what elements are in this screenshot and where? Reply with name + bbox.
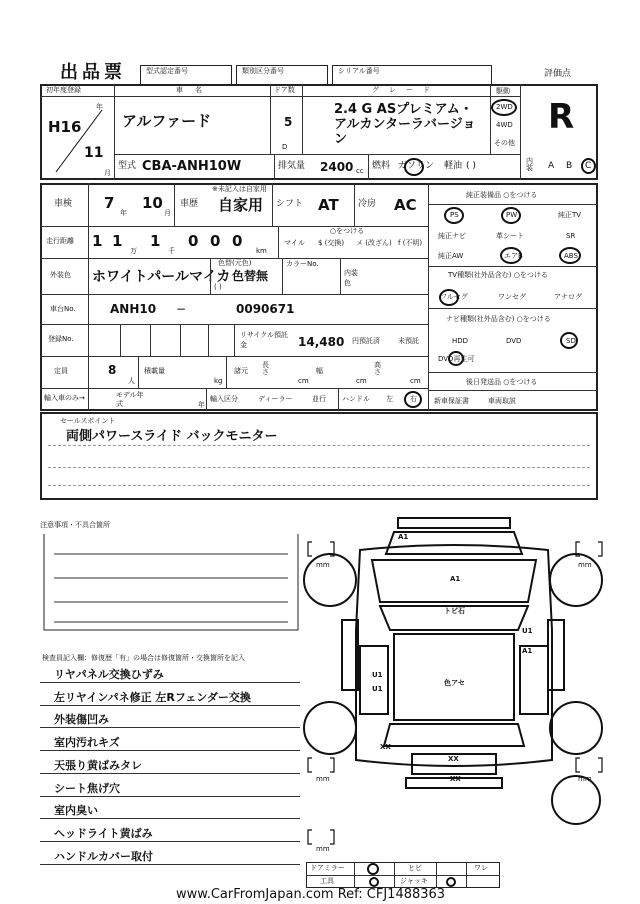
inspection-month-unit: 月 [164,209,171,217]
genuine-header: 純正装備品 ○をつける [466,191,538,199]
meter-exchange: $ (交換) [318,239,345,247]
drive-label: 駆動 [496,87,510,95]
fuel-label: 燃料 [372,161,391,171]
note-underline [40,682,300,683]
navi-dvd: DVD [506,337,522,345]
mm-label: mm [316,845,330,853]
km-unit: km [256,247,267,255]
mile-label: マイル [284,239,305,247]
car-name: アルファード [122,112,212,130]
meter-tamper: メ (改ざん) [356,239,392,247]
damage-mark: XX [448,755,459,763]
doors-label: ドア数 [274,86,295,94]
car-name-label: 車名 [176,86,214,94]
length-label: 長さ [262,361,269,376]
damage-mark: U1 [372,671,383,679]
note-underline [40,750,300,751]
drive-2wd-circle [491,99,517,116]
note-underline [40,705,300,706]
mm-label: mm [578,775,592,783]
watermark: www.CarFromJapan.com Ref: CFJ1488363 [176,887,446,902]
dvd-circle [448,351,464,366]
legend-tools: 工具 [320,877,334,885]
inspection-year: 7 [104,194,115,212]
date-slash [44,100,114,178]
damage-mark: U1 [372,685,383,693]
note-item: リヤパネル交換ひずみ [54,668,164,681]
note-item: ハンドルカバー取付 [54,849,153,863]
fuel-value: ガソリン [398,161,435,171]
meter-unknown: f (不明) [398,239,423,247]
damage-mark: XX [380,743,391,751]
handle-left: 左 [386,395,393,403]
legend-jack: ジャッキ [400,877,428,885]
displacement-label: 排気量 [278,161,306,171]
category-label: 類別区分番号 [242,67,284,75]
legend-door-mirror: ドアミラー [310,864,345,872]
usage-value: 自家用 [218,196,264,214]
interior-c: C [585,161,592,171]
ps-circle [444,207,464,224]
load-label: 積載量 [144,367,165,375]
genuine-tv: 純正TV [558,211,582,219]
note-underline [40,818,300,819]
man-unit: 万 [130,247,137,255]
damage-mark: XX [450,775,461,783]
serial-label: シリアル番号 [338,67,380,75]
import-type-label: 輸入区分 [210,395,238,403]
grade-value: 2.4 G ASプレミアム・アルカンターラバージョン [334,102,476,147]
width-unit: cm [356,377,367,385]
handle-label: ハンドル [342,395,370,403]
handle-right-circle [404,391,422,408]
interior-a: A [548,161,555,171]
ac-label: 冷房 [358,199,377,209]
handle-right: 右 [410,395,417,403]
inspection-year-unit: 年 [120,209,127,217]
navi-header: ナビ種類(社外品含む) ○をつける [446,315,551,323]
color-label: 外装色 [50,271,71,279]
damage-mark: A1 [398,533,409,541]
length-unit: cm [298,377,309,385]
note-item: 室内臭い [54,804,98,818]
drive-4wd: 4WD [496,121,513,129]
aftermarket-manual: 車両取説 [488,397,516,405]
year-unit: 年 [96,103,103,111]
inspection-label: 車検 [54,199,73,209]
note-underline [40,841,300,842]
usage-label: 車歴 [180,199,199,209]
genuine-leather: 革シート [496,232,524,240]
damage-mark: U1 [522,627,533,635]
import-dealer: ディーラー [258,395,293,403]
doors-unit: D [282,143,288,151]
fuel-paren: ( ) [466,161,476,171]
note-item: ヘッドライト黄ばみ [54,826,153,840]
displacement-unit: cc [356,167,364,175]
drive-other: その他 [494,139,515,147]
mm-label: mm [316,561,330,569]
tv-fullseg: フルセグ [440,293,468,301]
ac-value: AC [394,196,417,214]
displacement-value: 2400 [320,160,354,174]
repaint-label: 色替(元色) [218,259,252,267]
note-underline [40,796,300,797]
mileage-label: 走行距離 [46,237,74,245]
drive-2wd: 2WD [496,103,513,111]
load-unit: kg [214,377,223,385]
genuine-abs: ABS [564,252,578,260]
jack-check [446,877,456,887]
first-reg-label: 初年度登録 [46,86,81,94]
light-oil-label: 軽油 [444,161,463,171]
repaint-paren: ( ) [214,283,222,291]
note-item: 外装傷凹み [54,713,109,727]
tv-oneseg: ワンセグ [498,293,526,301]
chassis-label: 車台No. [50,305,76,313]
capacity-unit: 人 [128,377,135,385]
chassis-no: 0090671 [236,302,295,316]
repaint-value: 色替無 [232,269,269,283]
grade-header: グレード [372,86,440,94]
registration-label: 登録No. [48,335,74,343]
import-label: 輸入車のみ→ [44,394,85,402]
mileage-digit: 1 [150,232,161,250]
tools-check [369,877,379,887]
inspection-month: 10 [142,194,163,212]
aftermarket-warranty: 新車保証書 [434,397,469,405]
usage-note: ※未記入は自家用 [212,185,267,193]
first-reg-era: H16 [48,118,82,136]
mirror-check [367,863,379,875]
capacity-label: 定員 [54,367,68,375]
width-label: 幅 [316,367,323,375]
mm-label: mm [578,561,592,569]
doors-value: 5 [284,115,293,129]
note-item: 左リヤインパネ修正 左Rフェンダー交換 [54,690,251,704]
note-item: 天張り黄ばみタレ [54,758,142,772]
color-value: ホワイトパールマイカ [92,269,231,285]
model-cert-label: 型式認定番号 [146,67,188,75]
mileage-digit: 0 [232,232,243,250]
genuine-airbag: エアB [504,252,523,260]
sd-circle [560,332,578,349]
first-reg-month: 11 [84,145,104,161]
genuine-aw: 純正AW [438,252,464,260]
recycle-not: 未預託 [398,337,419,345]
legend-break: ワレ [474,864,488,872]
height-label: 高さ [374,361,381,376]
tv-analog: アナログ [554,293,582,301]
import-parallel: 並行 [312,395,326,403]
height-unit: cm [410,377,421,385]
mileage-digit: 1 [112,232,123,250]
color-no-label: カラーNo. [286,260,319,268]
fullseg-circle [439,289,459,306]
month-unit: 月 [104,169,111,177]
inspector-label: 検査員記入欄：修復歴「有」の場合は修復箇所・交換箇所を記入 [42,654,245,662]
sen-unit: 千 [168,247,175,255]
interior-b: B [566,161,573,171]
model-year-label: モデル年式 [116,391,144,408]
caution-bracket [36,526,306,636]
damage-mark: A1 [450,575,461,583]
airbag-circle [500,247,522,264]
recycle-unit: 円預託済 [352,337,380,345]
model-value: CBA-ANH10W [142,159,242,174]
int-color-label: 内装色 [344,269,358,287]
form-title: 出品票 [60,62,126,83]
capacity-value: 8 [108,363,117,377]
chassis-prefix: ANH10 [110,302,157,316]
circle-label: ○をつける [330,227,365,235]
note-underline [40,864,300,865]
note-underline [40,773,300,774]
sales-point-label: セールスポイント [60,417,116,425]
sales-point-text: 両側パワースライド バックモニター [66,429,278,444]
damage-mark: トビ石 [444,607,465,615]
legend-crack: ヒビ [408,864,422,872]
recycle-amount: 14,480 [298,335,345,349]
note-underline [40,727,300,728]
navi-sd: SD [566,337,576,345]
genuine-navi: 純正ナビ [438,232,466,240]
abs-circle [559,247,581,264]
genuine-ps: PS [450,211,459,219]
genuine-sr: SR [566,232,576,240]
shift-label: シフト [276,199,304,209]
dims-label: 諸元 [234,367,248,375]
mm-label: mm [316,775,330,783]
mileage-digit: 0 [210,232,221,250]
model-label: 型式 [118,161,137,171]
fuel-circle [404,158,424,176]
mileage-digit: 0 [188,232,199,250]
rating-header: 評価点 [544,69,572,79]
chassis-dash: − [176,302,187,316]
navi-hdd: HDD [452,337,469,345]
recycle-label: リサイクル預託金 [240,331,289,349]
rating-value: R [548,97,575,137]
damage-mark: 色アセ [444,679,465,687]
aftermarket-header: 後日発送品 ○をつける [466,378,538,386]
damage-mark: A1 [522,647,533,655]
shift-value: AT [318,196,339,214]
genuine-pw: PW [506,211,518,219]
interior-circle [581,158,596,174]
model-year-unit: 年 [198,401,205,409]
caution-label: 注意事項・不具合箇所 [40,521,110,529]
sales-point-block [40,412,598,500]
interior-label: 内装 [526,157,533,172]
dvd-playback: DVD再生可 [438,355,475,363]
note-item: シート焦げ穴 [54,781,120,795]
note-item: 室内汚れキズ [54,736,120,750]
tv-header: TV種類(社外品含む) ○をつける [448,271,548,279]
mileage-digit: 1 [92,232,103,250]
pw-circle [501,207,521,224]
